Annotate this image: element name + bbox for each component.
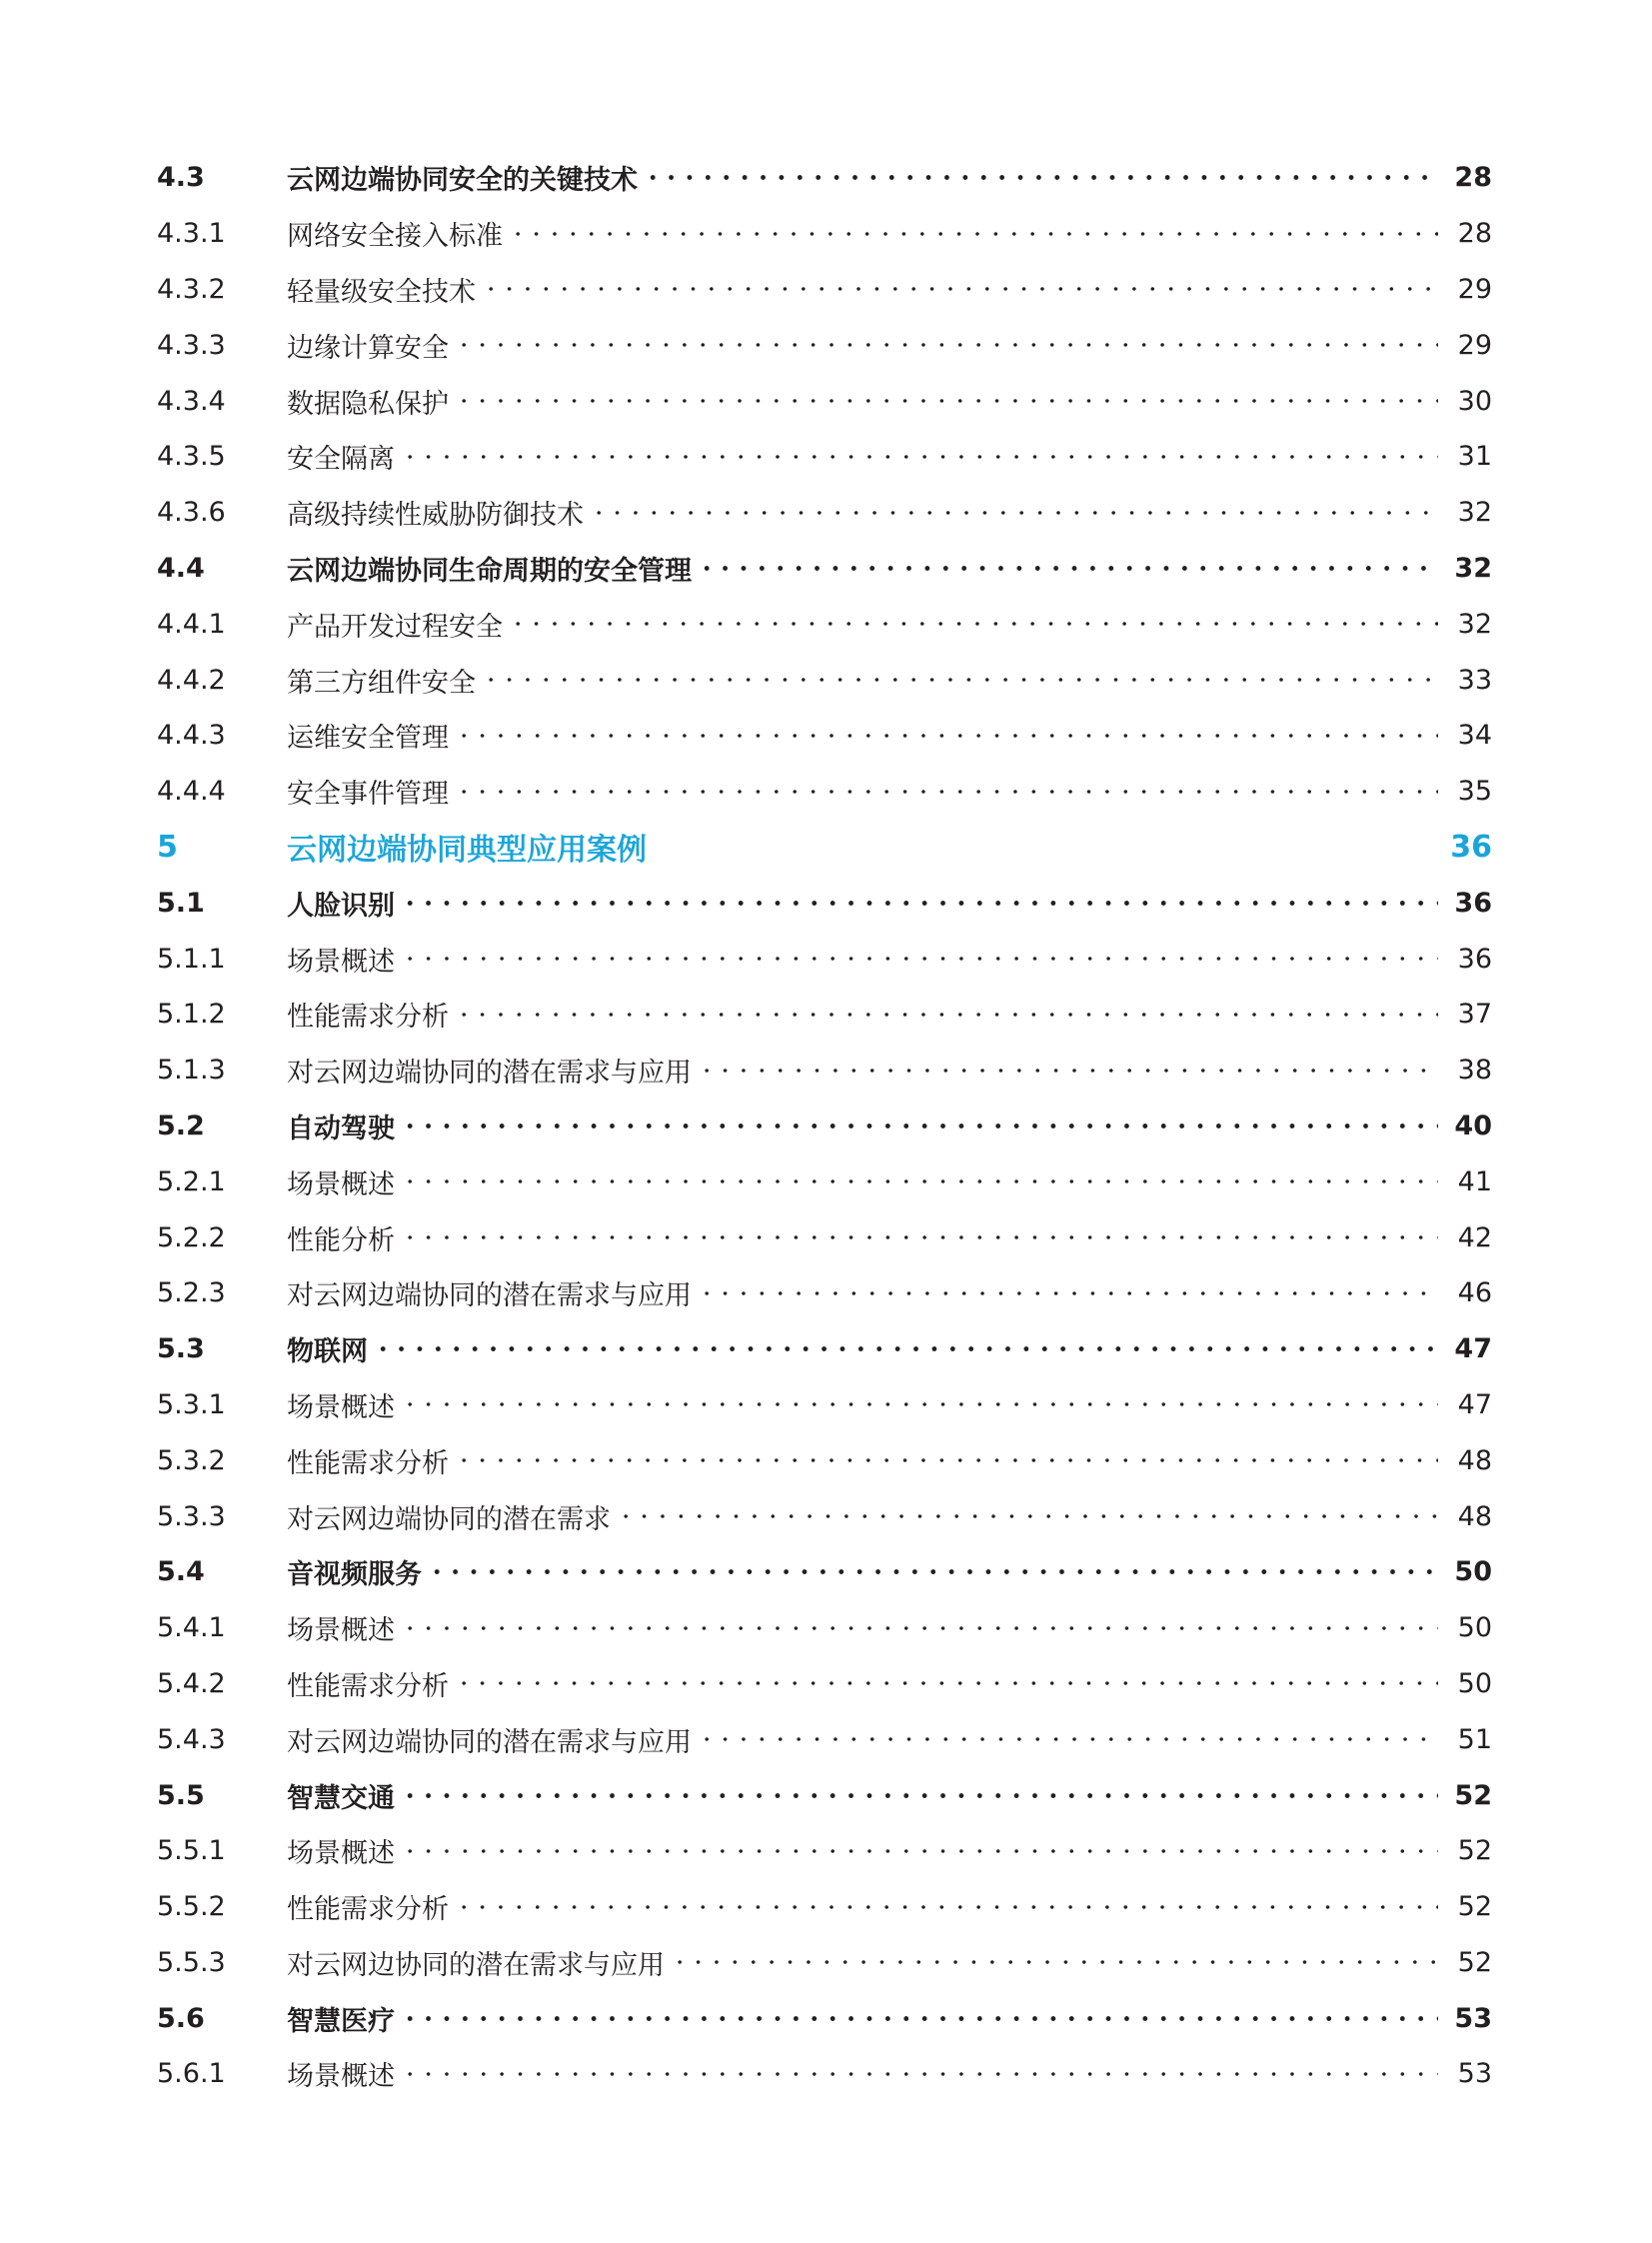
toc-section-entry[interactable] (157, 875, 1492, 931)
toc-entry-page: 36 (1450, 829, 1492, 865)
toc-entry-page: 36 (1457, 943, 1492, 975)
toc-entry-title: 场景概述 (287, 946, 395, 978)
toc-entry-page: 50 (1457, 1667, 1492, 1699)
toc-section-entry[interactable] (157, 1767, 1492, 1823)
toc-entry-number: 4.4.2 (157, 664, 226, 696)
toc-subsection-entry[interactable] (157, 987, 1492, 1043)
dot-leader (401, 1849, 1438, 1853)
toc-entry-title: 边缘计算安全 (287, 332, 449, 364)
toc-entry-page: 32 (1457, 608, 1492, 640)
dot-leader (455, 734, 1438, 738)
toc-entry-number: 4.3.4 (157, 385, 226, 417)
dot-leader (455, 790, 1438, 794)
toc-entry-number: 5.4.3 (157, 1723, 226, 1755)
toc-subsection-entry[interactable] (157, 1711, 1492, 1767)
toc-subsection-entry[interactable] (157, 2046, 1492, 2102)
dot-leader (401, 1626, 1438, 1630)
toc-subsection-entry[interactable] (157, 262, 1492, 318)
toc-subsection-entry[interactable] (157, 1935, 1492, 1991)
toc-entry-page: 48 (1457, 1444, 1492, 1476)
toc-entry-page: 52 (1454, 1779, 1492, 1811)
toc-entry-page: 31 (1457, 441, 1492, 473)
toc-entry-title: 场景概述 (287, 2061, 395, 2093)
toc-entry-page: 34 (1457, 720, 1492, 752)
toc-entry-page: 51 (1457, 1723, 1492, 1755)
toc-subsection-entry[interactable] (157, 1153, 1492, 1209)
toc-entry-page: 52 (1457, 1946, 1492, 1978)
toc-entry-title: 云网边端协同生命周期的安全管理 (287, 555, 692, 587)
toc-entry-number: 5.2 (157, 1110, 205, 1141)
toc-entry-title: 对云网边协同的潜在需求与应用 (287, 1949, 665, 1981)
toc-section-entry[interactable] (157, 1990, 1492, 2046)
dot-leader (455, 343, 1438, 347)
toc-entry-page: 53 (1454, 2002, 1492, 2034)
toc-entry-title: 高级持续性威胁防御技术 (287, 500, 584, 532)
toc-subsection-entry[interactable] (157, 652, 1492, 708)
toc-entry-title: 音视频服务 (287, 1559, 422, 1591)
dot-leader (401, 1123, 1438, 1128)
toc-subsection-entry[interactable] (157, 373, 1492, 429)
dot-leader (617, 1514, 1438, 1518)
toc-entry-page: 30 (1457, 385, 1492, 417)
toc-entry-number: 5.6.1 (157, 2058, 226, 2090)
toc-entry-number: 5.4.1 (157, 1612, 226, 1644)
toc-entry-page: 42 (1457, 1221, 1492, 1253)
dot-leader (698, 566, 1438, 571)
toc-entry-page: 29 (1457, 329, 1492, 361)
toc-entry-number: 5.3.2 (157, 1444, 226, 1476)
toc-entry-page: 50 (1454, 1556, 1492, 1588)
toc-entry-title: 智慧医疗 (287, 2005, 395, 2037)
dot-leader (455, 1905, 1438, 1909)
toc-subsection-entry[interactable] (157, 1600, 1492, 1656)
toc-entry-title: 自动驾驶 (287, 1113, 395, 1144)
toc-subsection-entry[interactable] (157, 1377, 1492, 1433)
toc-entry-number: 4.3.6 (157, 497, 226, 529)
toc-entry-title: 场景概述 (287, 1391, 395, 1423)
table-of-contents (157, 150, 1492, 2102)
dot-leader (455, 1013, 1438, 1017)
dot-leader (509, 232, 1438, 236)
toc-entry-title: 对云网边端协同的潜在需求 (287, 1503, 611, 1535)
toc-entry-number: 5.5.2 (157, 1891, 226, 1923)
dot-leader (401, 2072, 1438, 2076)
toc-subsection-entry[interactable] (157, 1656, 1492, 1712)
toc-entry-number: 5.1 (157, 887, 205, 919)
toc-entry-page: 40 (1454, 1110, 1492, 1141)
toc-entry-number: 5.2.3 (157, 1277, 226, 1309)
toc-entry-page: 50 (1457, 1612, 1492, 1644)
toc-subsection-entry[interactable] (157, 1488, 1492, 1544)
toc-subsection-entry[interactable] (157, 1823, 1492, 1879)
dot-leader (671, 1960, 1438, 1964)
toc-subsection-entry[interactable] (157, 931, 1492, 987)
toc-entry-number: 4.3.1 (157, 218, 226, 250)
toc-entry-page: 38 (1457, 1055, 1492, 1087)
toc-entry-title: 性能分析 (287, 1224, 395, 1256)
toc-entry-number: 5.4 (157, 1556, 205, 1588)
toc-entry-title: 性能需求分析 (287, 1447, 449, 1479)
toc-entry-title: 物联网 (287, 1336, 368, 1368)
toc-entry-number: 4.3.3 (157, 329, 226, 361)
toc-subsection-entry[interactable] (157, 1265, 1492, 1321)
toc-chapter-entry[interactable] (157, 820, 1492, 876)
dot-leader (455, 399, 1438, 403)
toc-subsection-entry[interactable] (157, 1209, 1492, 1265)
toc-entry-page: 36 (1454, 887, 1492, 919)
dot-leader (653, 845, 1436, 849)
dot-leader (401, 1179, 1438, 1183)
toc-entry-page: 41 (1457, 1165, 1492, 1197)
dot-leader (698, 1737, 1438, 1741)
toc-entry-title: 性能需求分析 (287, 1002, 449, 1034)
toc-entry-title: 安全事件管理 (287, 779, 449, 811)
toc-subsection-entry[interactable] (157, 1879, 1492, 1935)
toc-entry-title: 场景概述 (287, 1168, 395, 1200)
toc-entry-number: 5.5 (157, 1779, 205, 1811)
toc-entry-page: 28 (1454, 162, 1492, 194)
toc-entry-number: 5.2.1 (157, 1165, 226, 1197)
dot-leader (401, 901, 1438, 906)
dot-leader (401, 2016, 1438, 2021)
dot-leader (509, 622, 1438, 626)
toc-entry-number: 5.5.1 (157, 1835, 226, 1867)
toc-entry-title: 性能需求分析 (287, 1894, 449, 1926)
toc-section-entry[interactable] (157, 1544, 1492, 1600)
dot-leader (482, 287, 1438, 291)
toc-section-entry[interactable] (157, 541, 1492, 597)
toc-entry-page: 32 (1457, 497, 1492, 529)
toc-subsection-entry[interactable] (157, 764, 1492, 820)
toc-entry-page: 29 (1457, 273, 1492, 305)
toc-entry-number: 5.2.2 (157, 1221, 226, 1253)
toc-entry-page: 52 (1457, 1835, 1492, 1867)
toc-entry-title: 性能需求分析 (287, 1670, 449, 1702)
toc-entry-title: 人脸识别 (287, 890, 395, 922)
dot-leader (455, 1458, 1438, 1462)
toc-entry-page: 46 (1457, 1277, 1492, 1309)
dot-leader (644, 175, 1438, 180)
toc-subsection-entry[interactable] (157, 1432, 1492, 1488)
dot-leader (590, 511, 1438, 515)
toc-entry-title: 安全隔离 (287, 444, 395, 476)
toc-entry-title: 数据隐私保护 (287, 388, 449, 420)
toc-entry-number: 4.3 (157, 162, 205, 194)
toc-entry-number: 4.4.1 (157, 608, 226, 640)
toc-entry-number: 5.5.3 (157, 1946, 226, 1978)
toc-entry-number: 4.3.5 (157, 441, 226, 473)
toc-entry-page: 48 (1457, 1500, 1492, 1532)
toc-subsection-entry[interactable] (157, 596, 1492, 652)
dot-leader (401, 957, 1438, 961)
toc-entry-page: 37 (1457, 999, 1492, 1031)
toc-section-entry[interactable] (157, 150, 1492, 206)
toc-entry-title: 场景概述 (287, 1615, 395, 1647)
dot-leader (401, 1793, 1438, 1798)
toc-entry-number: 4.4.3 (157, 720, 226, 752)
dot-leader (698, 1291, 1438, 1295)
toc-entry-title: 网络安全接入标准 (287, 221, 503, 253)
toc-entry-title: 智慧交通 (287, 1782, 395, 1814)
toc-entry-page: 47 (1457, 1388, 1492, 1420)
toc-entry-page: 52 (1457, 1891, 1492, 1923)
toc-subsection-entry[interactable] (157, 206, 1492, 262)
toc-section-entry[interactable] (157, 1099, 1492, 1154)
toc-entry-number: 4.4.4 (157, 776, 226, 808)
toc-entry-title: 轻量级安全技术 (287, 276, 476, 308)
dot-leader (401, 1402, 1438, 1406)
toc-subsection-entry[interactable] (157, 708, 1492, 764)
toc-entry-number: 5.1.1 (157, 943, 226, 975)
dot-leader (482, 678, 1438, 682)
toc-entry-number: 4.3.2 (157, 273, 226, 305)
toc-entry-number: 5.6 (157, 2002, 205, 2034)
toc-entry-number: 5.3.3 (157, 1500, 226, 1532)
toc-entry-page: 35 (1457, 776, 1492, 808)
toc-entry-page: 47 (1454, 1333, 1492, 1365)
dot-leader (401, 455, 1438, 459)
dot-leader (455, 1681, 1438, 1685)
toc-entry-number: 5.4.2 (157, 1667, 226, 1699)
toc-entry-number: 5 (157, 829, 178, 865)
toc-subsection-entry[interactable] (157, 429, 1492, 485)
toc-entry-title: 对云网边端协同的潜在需求与应用 (287, 1058, 692, 1090)
toc-entry-number: 5.1.3 (157, 1055, 226, 1087)
toc-entry-number: 5.3 (157, 1333, 205, 1365)
toc-entry-number: 5.1.2 (157, 999, 226, 1031)
toc-entry-page: 53 (1457, 2058, 1492, 2090)
toc-entry-title: 运维安全管理 (287, 723, 449, 755)
toc-entry-page: 28 (1457, 218, 1492, 250)
toc-entry-page: 33 (1457, 664, 1492, 696)
dot-leader (374, 1346, 1438, 1351)
toc-entry-title: 云网边端协同典型应用案例 (287, 833, 647, 869)
toc-section-entry[interactable] (157, 1321, 1492, 1377)
toc-entry-title: 产品开发过程安全 (287, 611, 503, 643)
dot-leader (698, 1069, 1438, 1073)
toc-entry-title: 场景概述 (287, 1838, 395, 1870)
toc-entry-title: 云网边端协同安全的关键技术 (287, 165, 638, 197)
toc-subsection-entry[interactable] (157, 317, 1492, 373)
toc-entry-title: 第三方组件安全 (287, 667, 476, 699)
toc-entry-title: 对云网边端协同的潜在需求与应用 (287, 1280, 692, 1312)
toc-subsection-entry[interactable] (157, 485, 1492, 541)
toc-subsection-entry[interactable] (157, 1043, 1492, 1099)
toc-entry-number: 4.4 (157, 552, 205, 584)
dot-leader (428, 1569, 1438, 1574)
toc-entry-page: 32 (1454, 552, 1492, 584)
toc-entry-title: 对云网边端协同的潜在需求与应用 (287, 1726, 692, 1758)
dot-leader (401, 1235, 1438, 1239)
toc-entry-number: 5.3.1 (157, 1388, 226, 1420)
